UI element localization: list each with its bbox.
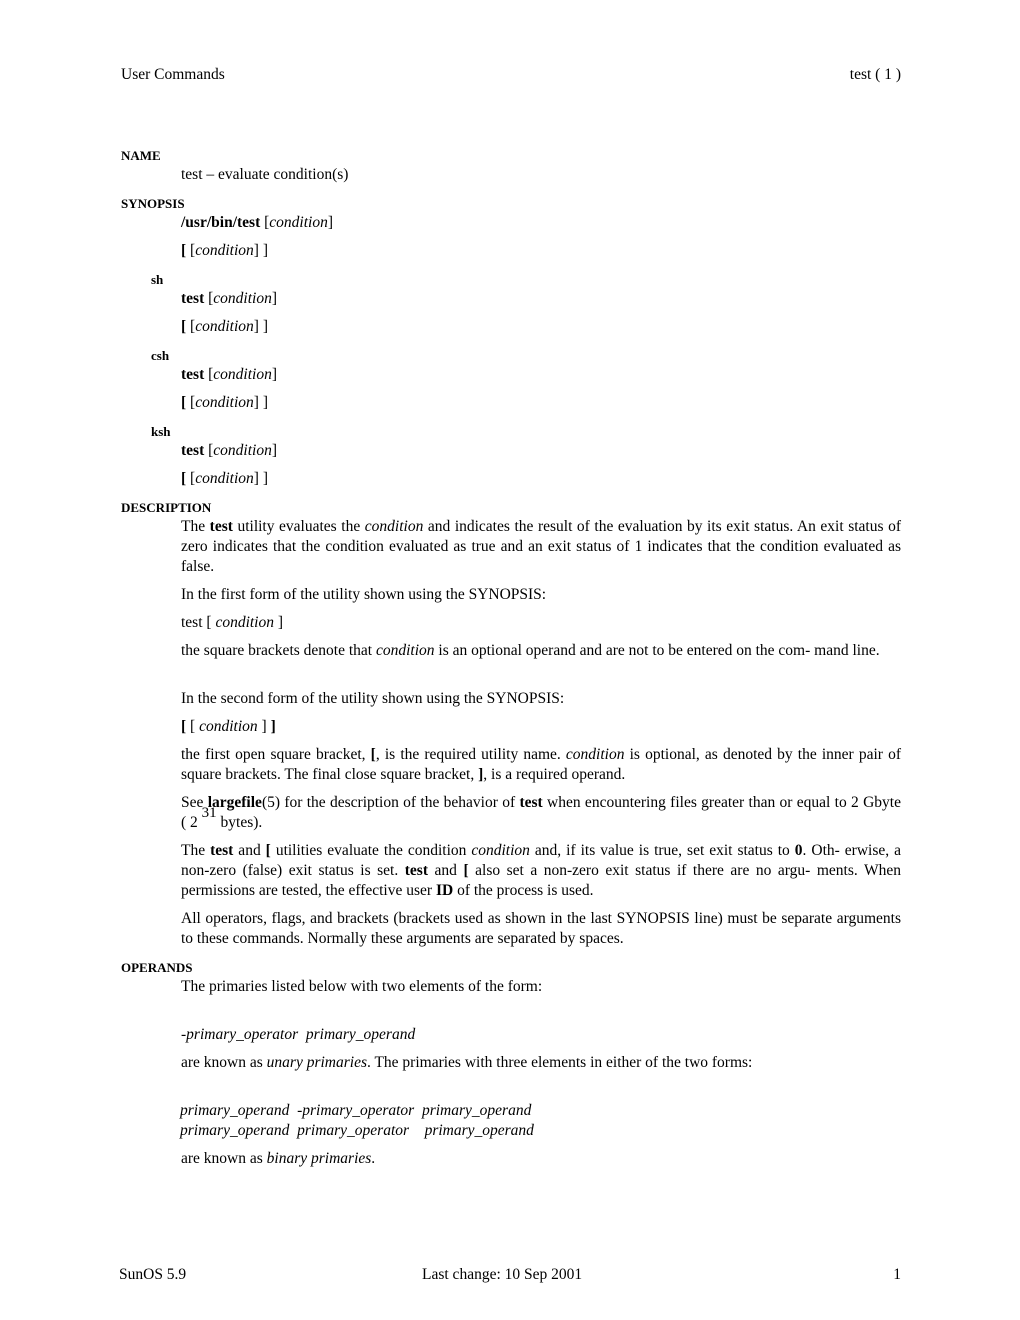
- sh-label: sh: [151, 272, 164, 287]
- bracket-open: [: [181, 242, 187, 259]
- bracket: ]: [253, 470, 259, 487]
- cond-word: condition: [375, 642, 435, 659]
- cond-word: condition: [213, 442, 272, 459]
- bracket: [: [204, 366, 214, 383]
- bracket: ]: [327, 214, 334, 231]
- operands-para-3: are known as binary primaries.: [181, 1150, 376, 1167]
- test-keyword: test: [209, 518, 233, 535]
- cond-word: condition: [195, 394, 254, 411]
- largefile-link: largefile: [207, 794, 262, 811]
- bracket: [: [204, 290, 214, 307]
- bracket-close: ]: [262, 394, 268, 411]
- cond-word: condition: [195, 242, 254, 259]
- bracket-close: ]: [262, 242, 268, 259]
- bracket: ]: [271, 442, 278, 459]
- bracket-close: ]: [262, 318, 268, 335]
- cond-word: condition: [565, 746, 625, 763]
- bracket-open: [: [181, 470, 187, 487]
- description-para-6: [ [ condition ] ]: [181, 718, 276, 735]
- cond-word: condition: [215, 614, 274, 631]
- description-heading: DESCRIPTION: [121, 500, 212, 515]
- synopsis-csh-line-1: [181, 365, 277, 385]
- bracket: [: [186, 470, 196, 487]
- synopsis-path: /usr/bin/test: [181, 214, 261, 231]
- synopsis-heading: SYNOPSIS: [121, 196, 185, 211]
- test-keyword: test: [519, 794, 543, 811]
- description-para-10: All operators, flags, and brackets (brackets used as shown in the last SYNOPSIS line) must be separate arguments to these commands. Normally these arguments are separated by spaces.: [181, 910, 901, 947]
- footer-center: Last change: 10 Sep 2001: [422, 1266, 583, 1283]
- bracket: [: [186, 242, 196, 259]
- bracket: [: [204, 442, 214, 459]
- csh-label: csh: [151, 348, 170, 363]
- synopsis-cmd: test: [181, 366, 205, 383]
- binary-form-2: primary_operand primary_operator primary_operand: [180, 1122, 534, 1139]
- bracket: ]: [253, 318, 259, 335]
- cond-word: condition: [213, 366, 272, 383]
- bracket: ]: [271, 366, 278, 383]
- description-para-1: The test utility evaluates the condition and indicates the result of the evaluation by its exit status. An exit status of zero indicates that the condition evaluated as true and an exit status of 1 indicates that the condition evaluated as false.: [181, 518, 901, 575]
- cond-word: condition: [195, 470, 254, 487]
- synopsis-line-2: [181, 241, 268, 261]
- ksh-label: ksh: [151, 424, 171, 439]
- cond-word: condition: [199, 718, 258, 735]
- description-para-9: The test and [ utilities evaluate the condition condition and, if its value is true, set exit status to 0. Oth- erwise, a non-zero (false) exit status is set. test and [ also set a non-zero exit status if there are no argu- ments. When permissions are tested, the effective user ID of the process is used.: [181, 842, 901, 899]
- operands-para-2: are known as unary primaries. The primaries with three elements in either of the two forms:: [181, 1054, 753, 1071]
- bracket-open: [: [181, 318, 187, 335]
- unary-form: -primary_operator primary_operand: [181, 1026, 416, 1043]
- operands-para-1: The primaries listed below with two elements of the form:: [181, 978, 543, 995]
- description-para-8: See largefile(5) for the description of the behavior of test when encountering files greater than or equal to 2 Gbyte ( 2 31 bytes).: [181, 794, 901, 831]
- description-para-7: the first open square bracket, [, is the required utility name. condition is optional, as denoted by the inner pair of square brackets. The final close square bracket, ], is a required operand.: [181, 746, 901, 783]
- cond-word: condition: [213, 290, 272, 307]
- synopsis-sh-line-1: [181, 289, 277, 309]
- bracket: ]: [271, 290, 278, 307]
- bracket: [: [186, 318, 196, 335]
- synopsis-csh-line-2: [181, 393, 268, 413]
- exponent: 31: [201, 805, 217, 821]
- synopsis-ksh-line-2: [181, 469, 268, 489]
- bracket-close: ]: [262, 470, 268, 487]
- description-para-3: test [ condition ]: [181, 614, 284, 631]
- synopsis-cmd: test: [181, 442, 205, 459]
- bracket: ]: [253, 394, 259, 411]
- bracket: [: [260, 214, 270, 231]
- synopsis-line-1: [181, 213, 333, 233]
- name-heading: NAME: [121, 148, 161, 163]
- footer-left: SunOS 5.9: [119, 1266, 187, 1283]
- header-left: User Commands: [121, 66, 225, 83]
- bracket: ]: [253, 242, 259, 259]
- cond-word: condition: [195, 318, 254, 335]
- footer-page-number: 1: [893, 1266, 901, 1283]
- description-para-2: In the first form of the utility shown using the SYNOPSIS:: [181, 586, 547, 603]
- description-para-5: In the second form of the utility shown using the SYNOPSIS:: [181, 690, 565, 707]
- synopsis-ksh-line-1: [181, 441, 277, 461]
- synopsis-cmd: test: [181, 290, 205, 307]
- description-para-4: the square brackets denote that condition is an optional operand and are not to be entered on the com- mand line.: [181, 642, 880, 659]
- cond-word: condition: [364, 518, 424, 535]
- name-text: test – evaluate condition(s): [181, 166, 349, 183]
- bracket-open: [: [181, 394, 187, 411]
- operands-heading: OPERANDS: [121, 960, 193, 975]
- cond-word: condition: [269, 214, 328, 231]
- binary-form-1: primary_operand -primary_operator primary_operand: [180, 1102, 532, 1119]
- header-right: test ( 1 ): [849, 66, 901, 83]
- bracket: [: [186, 394, 196, 411]
- synopsis-sh-line-2: [181, 317, 268, 337]
